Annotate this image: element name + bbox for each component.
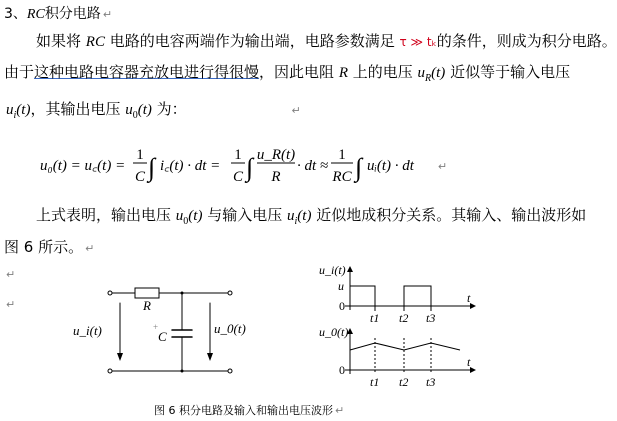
paragraph-1 [36, 32, 617, 51]
p4-text-3: 近似地成积分关系。其输入、输出波形如 [311, 206, 587, 224]
integrator-circuit-diagram [73, 275, 280, 385]
input-terminal-bottom [108, 369, 112, 373]
p2-text-2: ，因此电阻 [259, 63, 339, 81]
paragraph-mark-icon: ↵ [6, 268, 16, 281]
p5-text-1: 图 6 所示。 [4, 238, 84, 256]
heading-rc: RC [26, 7, 45, 22]
input-time-label: t [467, 291, 471, 305]
p1-text-3: 的条件，则成为积分电路。 [436, 32, 617, 50]
formula-one-3: 1 [338, 147, 346, 163]
capacitor-plus-icon: + [153, 322, 159, 332]
formula-mid-1: i꜀(t) · dt = [160, 158, 221, 174]
output-tick-t1: t1 [370, 375, 380, 389]
heading-number: 3、 [4, 6, 27, 22]
p4-u0-arg: (t) [188, 208, 203, 224]
output-tick-t3: t3 [426, 375, 436, 389]
p3-u0-sub: 0 [132, 110, 138, 121]
output-terminal-top [228, 291, 232, 295]
input-tick-t2: t2 [399, 311, 409, 325]
p3-u: u [6, 102, 14, 118]
paragraph-mark-icon: ↵ [291, 104, 301, 117]
output-terminal-bottom [228, 369, 232, 373]
input-voltage-label: u_i(t) [73, 323, 102, 338]
p2-u-sub: R [425, 73, 432, 84]
output-time-label: t [467, 355, 471, 369]
input-time-axis-arrow-icon [470, 303, 476, 309]
formula-rhs: uᵢ(t) · dt [367, 158, 414, 174]
p4-ui-arg: (t) [297, 208, 312, 224]
paragraph-2 [4, 63, 570, 88]
input-axis-label: u_i(t) [319, 263, 346, 277]
p3-u0: u [125, 102, 133, 118]
input-tick-t3: t3 [426, 311, 436, 325]
formula-one-2: 1 [234, 147, 242, 163]
output-triangle-wave [350, 343, 460, 350]
p2-u-arg: (t) [431, 65, 446, 81]
formula-lhs: u₀(t) = u꜀(t) = [40, 158, 126, 174]
paragraph-mark-icon: ↵ [102, 8, 113, 21]
paragraph-4 [36, 206, 586, 231]
paragraph-mark-icon: ↵ [335, 404, 345, 417]
formula-c-2: C [232, 169, 244, 185]
output-arrowhead-icon [207, 353, 213, 361]
formula-mid-2: · dt ≈ [297, 158, 329, 174]
figure-caption-text: 图 6 积分电路及输入和输出电压波形 [154, 404, 333, 417]
integral-sign-1: ∫ [148, 153, 156, 182]
paragraph-mark-icon: ↵ [6, 298, 16, 311]
paragraph-mark-icon: ↵ [85, 242, 95, 255]
formula-rc: RC [332, 169, 352, 185]
p3-u0-arg: (t) [137, 102, 152, 118]
paragraph-mark-icon: ↵ [438, 161, 448, 173]
output-time-axis-arrow-icon [470, 367, 476, 373]
p2-text-3: 上的电压 [347, 63, 418, 81]
p3-u-sub: i [13, 110, 17, 121]
paragraph-3 [6, 100, 301, 125]
output-axis-label: u_0(t) [319, 325, 349, 339]
p1-rc: RC [85, 34, 105, 50]
p1-condition: τ ≫ tₖ [399, 35, 437, 49]
p1-text-1: 如果将 [36, 32, 86, 50]
formula-ur: u_R(t) [256, 147, 296, 163]
integral-sign-3: ∫ [355, 153, 363, 182]
input-arrowhead-icon [117, 353, 123, 361]
p2-text-4: 近似等于输入电压 [445, 63, 571, 81]
p3-u-arg: (t) [16, 102, 31, 118]
junction-dot [181, 370, 184, 373]
p4-u0: u [175, 208, 184, 224]
integral-sign-2: ∫ [246, 153, 254, 182]
input-tick-t1: t1 [370, 311, 380, 325]
capacitor-label: C [158, 329, 167, 344]
section-heading [4, 5, 112, 24]
p4-u0-sub: 0 [183, 216, 189, 227]
p4-text-2: 与输入电压 [202, 206, 287, 224]
paragraph-5 [4, 238, 94, 258]
p4-text-1: 上式表明，输出电压 [36, 206, 176, 224]
input-amplitude-axis-arrow-icon [347, 266, 353, 272]
input-square-wave [350, 286, 455, 306]
output-tick-t2: t2 [399, 375, 409, 389]
p4-ui-sub: i [294, 216, 298, 227]
output-voltage-label: u_0(t) [214, 321, 246, 336]
waveform-diagram [315, 258, 485, 393]
resistor [135, 288, 159, 298]
p2-u: u [417, 65, 426, 81]
output-origin-label: 0 [339, 363, 345, 377]
input-terminal-top [108, 291, 112, 295]
junction-dot [181, 292, 184, 295]
formula-r: R [271, 169, 281, 185]
p2-underlined: 这种电路电容器充放电进行得很慢 [34, 63, 260, 81]
p2-text-1: 由于 [4, 63, 35, 81]
input-origin-label: 0 [339, 299, 345, 313]
integral-formula [0, 138, 566, 198]
resistor-label: R [143, 298, 151, 313]
p4-ui: u [287, 208, 295, 224]
p3-text-2: 为： [151, 100, 187, 118]
heading-title: 积分电路 [44, 6, 101, 22]
formula-c-1: C [134, 169, 146, 185]
p2-r: R [338, 65, 348, 81]
figure-caption [154, 402, 344, 418]
input-level-label: u [338, 279, 344, 293]
p1-text-2: 电路的电容两端作为输出端，电路参数满足 [104, 32, 400, 50]
p3-text-1: ，其输出电压 [30, 100, 126, 118]
formula-one-1: 1 [136, 147, 144, 163]
